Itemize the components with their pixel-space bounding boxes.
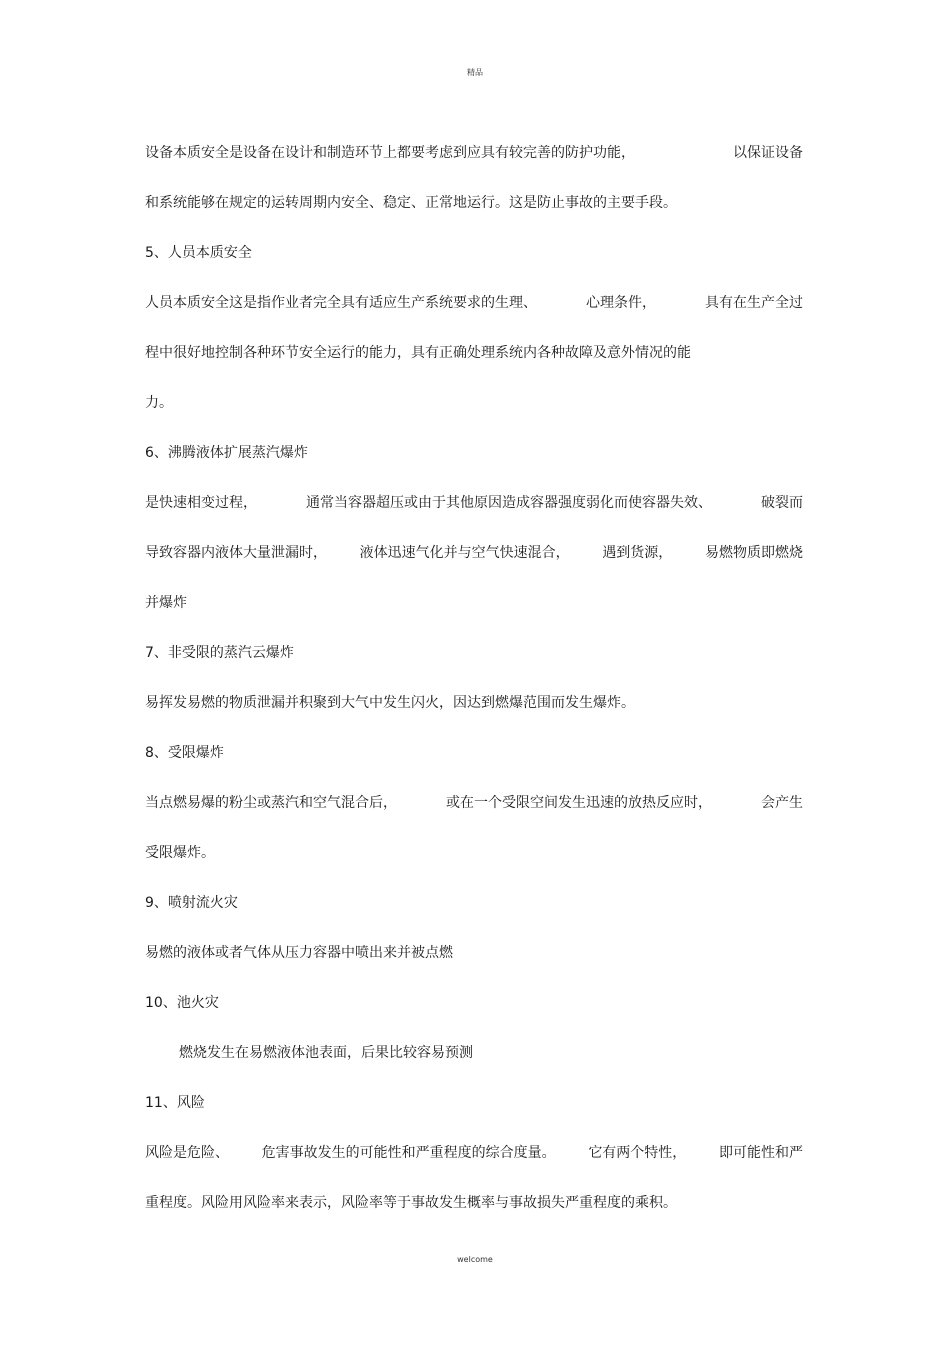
text-segment: 设备本质安全是设备在设计和制造环节上都要考虑到应具有较完善的防护功能， <box>145 145 635 161</box>
section-heading-9: 9、喷射流火灾 <box>145 895 238 911</box>
paragraph-line: 易燃的液体或者气体从压力容器中喷出来并被点燃 <box>145 945 453 961</box>
text-segment: 人员本质安全这是指作业者完全具有适应生产系统要求的生理、 <box>145 295 537 311</box>
paragraph-line <box>145 278 803 328</box>
paragraph-line: 力。 <box>145 395 173 411</box>
text-segment: 心理条件， <box>586 295 656 311</box>
section-heading-5: 5、人员本质安全 <box>145 245 252 261</box>
paragraph-line <box>145 478 803 528</box>
paragraph-line: 程中很好地控制各种环节安全运行的能力，具有正确处理系统内各种故障及意外情况的能 <box>145 345 691 361</box>
text-segment: 具有在生产全过 <box>705 295 803 311</box>
text-segment: 导致容器内液体大量泄漏时， <box>145 545 327 561</box>
text-segment: 以保证设备 <box>733 145 803 161</box>
text-segment: 易燃物质即燃烧 <box>704 545 803 561</box>
section-heading-6: 6、沸腾液体扩展蒸汽爆炸 <box>145 445 308 461</box>
header-mark: 精品 <box>467 68 483 77</box>
paragraph-line: 重程度。风险用风险率来表示，风险率等于事故发生概率与事故损失严重程度的乘积。 <box>145 1195 677 1211</box>
section-heading-10: 10、池火灾 <box>145 995 219 1011</box>
text-segment: 破裂而 <box>761 495 803 511</box>
text-segment: 当点燃易爆的粉尘或蒸汽和空气混合后， <box>145 795 397 811</box>
text-segment: 通常当容器超压或由于其他原因造成容器强度弱化而使容器失效、 <box>306 495 712 511</box>
paragraph-line <box>145 528 803 578</box>
text-segment: 液体迅速气化并与空气快速混合， <box>359 545 570 561</box>
text-segment: 危害事故发生的可能性和严重程度的综合度量。 <box>261 1145 556 1161</box>
section-heading-8: 8、受限爆炸 <box>145 745 224 761</box>
paragraph-line: 受限爆炸。 <box>145 845 215 861</box>
text-segment: 它有两个特性， <box>588 1145 687 1161</box>
paragraph-line: 并爆炸 <box>145 595 187 611</box>
text-segment: 风险是危险、 <box>145 1145 229 1161</box>
footer-mark: welcome <box>457 1255 493 1264</box>
paragraph-line: 和系统能够在规定的运转周期内安全、稳定、正常地运行。这是防止事故的主要手段。 <box>145 195 677 211</box>
paragraph-line: 燃烧发生在易燃液体池表面，后果比较容易预测 <box>179 1045 473 1061</box>
text-segment: 或在一个受限空间发生迅速的放热反应时， <box>446 795 712 811</box>
section-heading-7: 7、非受限的蒸汽云爆炸 <box>145 645 294 661</box>
text-segment: 会产生 <box>761 795 803 811</box>
paragraph-line: 易挥发易燃的物质泄漏并积聚到大气中发生闪火，因达到燃爆范围而发生爆炸。 <box>145 695 635 711</box>
paragraph-line <box>145 128 803 178</box>
text-segment: 遇到货源， <box>602 545 673 561</box>
paragraph-line <box>145 1128 803 1178</box>
document-body <box>145 128 805 1228</box>
text-segment: 是快速相变过程， <box>145 495 257 511</box>
section-heading-11: 11、风险 <box>145 1095 205 1111</box>
paragraph-line <box>145 778 803 828</box>
text-segment: 即可能性和严 <box>718 1145 803 1161</box>
